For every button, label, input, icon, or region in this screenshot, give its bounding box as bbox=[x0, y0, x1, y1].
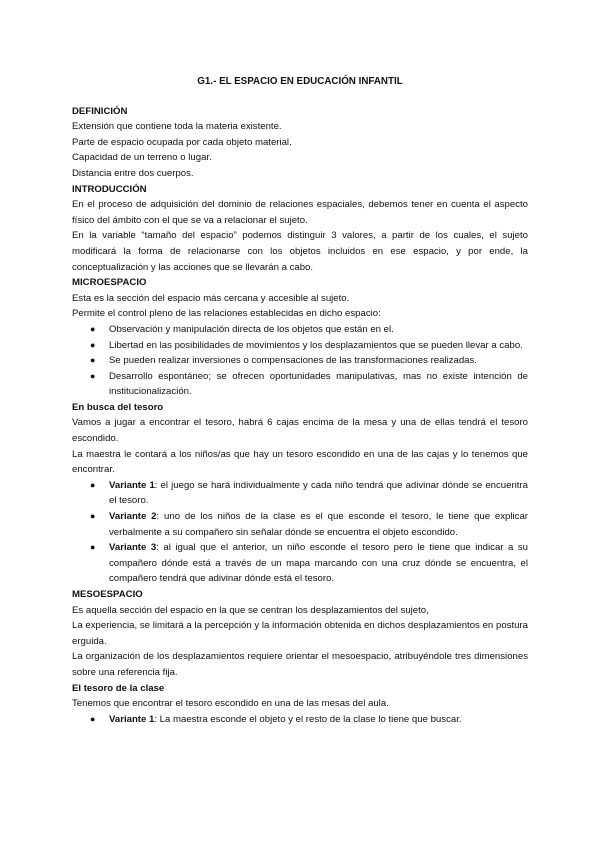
list-item bbox=[72, 509, 528, 540]
bullet-icon: ● bbox=[90, 355, 96, 366]
list-item-text: Se pueden realizar inversiones o compensaciones de las transformaciones realizadas. bbox=[109, 355, 477, 367]
list-item-text: Libertad en las posibilidades de movimientos y los desplazamientos que se pueden llevar a cabo. bbox=[109, 339, 523, 351]
variant-text: : uno de los niños de la clase es el que esconde el tesoro, le tiene que explicar verbalmente a su compañero sin señalar dónde se encuentra el objeto escondido. bbox=[109, 511, 528, 538]
bullet-icon: ● bbox=[90, 339, 96, 350]
variant-label: Variante 3 bbox=[109, 542, 157, 554]
bullet-icon: ● bbox=[90, 542, 96, 553]
variant-label: Variante 1 bbox=[109, 479, 155, 491]
bullet-list-variantes bbox=[72, 478, 528, 587]
section-heading-microespacio: MICROESPACIO bbox=[72, 277, 147, 289]
paragraph: La experiencia, se limitará a la percepción y la información obtenida en dichos desplazamientos en postura erguida. bbox=[72, 620, 528, 647]
variant-text: : el juego se hará individualmente y cada niño tendrá que adivinar dónde se encuentra el tesoro. bbox=[109, 479, 528, 507]
paragraph: La maestra le contará a los niños/as que hay un tesoro escondido en una de las cajas y lo tenemos que encontrar. bbox=[72, 448, 528, 476]
variant-text: : La maestra esconde el objeto y el resto de la clase lo tiene que buscar. bbox=[154, 713, 462, 725]
variant-text: : al igual que el anterior, un niño esconde el tesoro pero le tiene que indicar a su compañero dónde está a través de un mapa marcando con una cruz dónde se encuentra, el compañero tendrá que adivinar dónde está el tesoro. bbox=[109, 542, 528, 585]
list-item bbox=[72, 322, 528, 338]
bullet-icon: ● bbox=[90, 323, 96, 334]
definition-line: Capacidad de un terreno o lugar. bbox=[72, 152, 212, 164]
list-item bbox=[72, 712, 528, 728]
definition-line: Parte de espacio ocupada por cada objeto material. bbox=[72, 136, 292, 148]
bullet-icon: ● bbox=[90, 479, 96, 490]
bullet-icon: ● bbox=[90, 511, 96, 522]
list-item bbox=[72, 338, 528, 354]
paragraph: Es aquella sección del espacio en la que se centran los desplazamientos del sujeto, bbox=[72, 604, 429, 616]
paragraph: En el proceso de adquisición del dominio de relaciones espaciales, debemos tener en cuenta el aspecto físico del ámbito con el que se va a relacionar el sujeto. bbox=[72, 199, 528, 226]
definition-line: Extensión que contiene toda la materia existente. bbox=[72, 121, 282, 133]
paragraph: Vamos a jugar a encontrar el tesoro, habrá 6 cajas encima de la mesa y una de ellas tendrá el tesoro escondido. bbox=[72, 417, 528, 445]
document-page bbox=[72, 74, 528, 727]
section-heading-busca-tesoro: En busca del tesoro bbox=[72, 401, 164, 413]
section-heading-introduccion: INTRODUCCIÓN bbox=[72, 183, 147, 195]
list-item-text: Observación y manipulación directa de los objetos que están en el. bbox=[109, 323, 394, 335]
list-item bbox=[72, 478, 528, 509]
bullet-list-microespacio bbox=[72, 322, 528, 400]
paragraph: La organización de los desplazamientos requiere orientar el mesoespacio, atribuyéndole tres dimensiones sobre una referencia fija. bbox=[72, 651, 528, 678]
variant-label: Variante 1 bbox=[109, 713, 155, 725]
list-item bbox=[72, 353, 528, 369]
bullet-list-clase bbox=[72, 712, 528, 728]
paragraph: Tenemos que encontrar el tesoro escondido en una de las mesas del aula. bbox=[72, 698, 389, 710]
definition-line: Distancia entre dos cuerpos. bbox=[72, 167, 194, 179]
list-item-text: Desarrollo espontáneo; se ofrecen oportunidades manipulativas, mas no existe intención de institucionalización. bbox=[109, 370, 528, 398]
section-heading-mesoespacio: MESOESPACIO bbox=[72, 589, 143, 600]
list-item bbox=[72, 540, 528, 587]
document-title: G1.- EL ESPACIO EN EDUCACIÓN INFANTIL bbox=[197, 76, 403, 87]
paragraph: En la variable “tamaño del espacio” podemos distinguir 3 valores, a partir de los cuales, el sujeto modificará la forma de relacionarse con los objetos incluidos en ese espacio, y por ende, la conceptualización y las acciones que se llevarán a cabo. bbox=[72, 230, 528, 273]
variant-label: Variante 2 bbox=[109, 511, 157, 523]
paragraph: Permite el control pleno de las relaciones establecidas en dicho espacio: bbox=[72, 308, 381, 320]
bullet-icon: ● bbox=[90, 713, 96, 724]
list-item bbox=[72, 369, 528, 400]
section-heading-tesoro-clase: El tesoro de la clase bbox=[72, 682, 165, 694]
section-heading-definicion: DEFINICIÓN bbox=[72, 105, 128, 117]
bullet-icon: ● bbox=[90, 370, 96, 381]
paragraph: Esta es la sección del espacio más cercana y accesible al sujeto. bbox=[72, 292, 350, 304]
